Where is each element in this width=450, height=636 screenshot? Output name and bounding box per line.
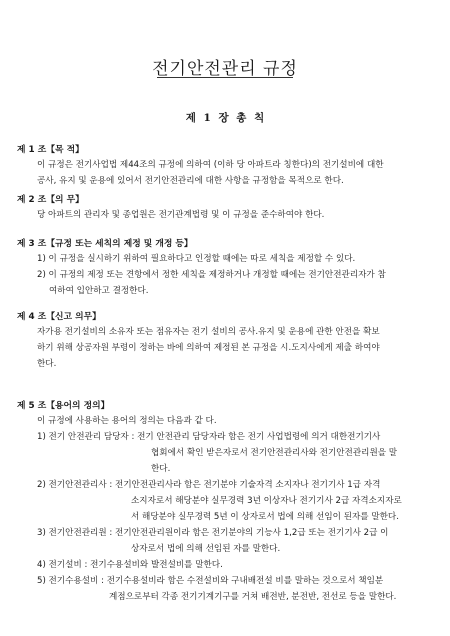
document-title: 전기안전관리 규정 — [152, 59, 298, 79]
definition-4-term: 4) 전기설비 : — [37, 560, 91, 570]
article-5-intro: 이 규정에 사용하는 용어의 정의는 다음과 같 다. — [37, 416, 217, 426]
article-4-line-3: 한다. — [37, 359, 57, 369]
article-3-line-2: 2) 이 규정의 제정 또는 견항에서 정한 세칙을 제정하거나 개정할 때에는 전기안전관리자가 참 — [37, 270, 386, 280]
definition-2-line-2: 소지자로서 해당분야 실무경력 3년 이상자나 전기기사 2급 자격소지자로 — [131, 496, 402, 506]
definition-1-line-3: 한다. — [151, 464, 171, 474]
definition-5-line-1: 전기수용설비라 함은 수전설비와 구내배전설 비를 말하는 것으로서 책임분 — [106, 576, 384, 586]
article-4-line-1: 자가용 전기설비의 소유자 또는 점유자는 전기 설비의 공사.유지 및 운용에 관한 안전을 확보 — [37, 327, 380, 337]
definition-1-term: 1) 전기 안전관리 담당자 : — [37, 432, 138, 442]
definition-5 — [17, 573, 437, 589]
chapter-heading: 제 1 장 총 칙 — [185, 112, 265, 124]
definition-3-line-2: 상자로서 법에 의해 선임된 자를 말한다. — [131, 544, 281, 554]
definition-5-term: 5) 전기수용설비 : — [37, 576, 107, 586]
article-2-heading: 제 2 조【의 무】 — [17, 195, 84, 205]
article-1-heading: 제 1 조【목 적】 — [17, 145, 84, 155]
article-5 — [17, 400, 437, 605]
definition-1-line-2: 협회에서 확인 받은자로서 전기안전관리사와 전기안전관리원을 말 — [151, 448, 398, 458]
definition-3-term: 3) 전기안전관리원 : — [37, 528, 116, 538]
article-4-line-2: 하기 위해 상공자원 부령이 정하는 바에 의하여 제정된 본 규정을 시.도지사에게 제출 하여야 — [37, 343, 380, 353]
article-4 — [17, 311, 437, 372]
title-underline — [157, 77, 293, 78]
article-5-heading: 제 5 조【용어의 정의】 — [17, 401, 110, 411]
article-3-line-3: 여하여 입안하고 결정한다. — [49, 286, 149, 296]
definition-2-line-3: 서 해당분야 실무경력 5년 이 상자로서 법에 의해 선임이 된자를 말한다. — [131, 512, 399, 522]
article-2-line-1: 당 아파트의 관리자 및 종업원은 전기관계법령 및 이 규정을 준수하여야 한다. — [37, 210, 325, 220]
definition-5-line-2: 계점으로부터 각종 전기기계기구를 거쳐 배전반, 분전반, 전선로 등을 말한다. — [109, 592, 397, 602]
definition-3-line-1: 전기안전관리원이라 함은 전기분야의 기능사 1,2급 또는 전기기사 2급 이 — [115, 528, 389, 538]
article-4-heading: 제 4 조【신고 의무】 — [17, 312, 101, 322]
article-1 — [17, 144, 437, 189]
article-2 — [17, 194, 437, 223]
definition-3 — [17, 525, 437, 541]
definition-2-line-1: 전기안전관리사라 함은 전기분야 기술자격 소지자나 전기기사 1급 자격 — [115, 480, 381, 490]
definition-2 — [17, 477, 437, 493]
definition-2-term: 2) 전기안전관리사 : — [37, 480, 116, 490]
article-3-heading: 제 3 조【규정 또는 세칙의 제정 및 개정 등】 — [17, 239, 193, 249]
article-3 — [17, 238, 437, 299]
definition-1-line-1: 전기 안전관리 담당자라 함은 전기 사업법령에 의거 대한전기기사 — [137, 432, 381, 442]
definition-4 — [17, 557, 437, 573]
definition-4-line-1: 전기수용설비와 발전설비를 말한다. — [90, 560, 223, 570]
article-1-line-2: 공사, 유지 및 운용에 있어서 전기안전관리에 대한 사항을 규정함을 목적으로 한다. — [37, 176, 344, 186]
definition-1 — [17, 429, 437, 445]
article-3-line-1: 1) 이 규정을 실시하기 위하여 필요하다고 인정할 때에는 따로 세칙을 제정할 수 있다. — [37, 254, 356, 264]
article-1-line-1: 이 규정은 전기사업법 제44조의 규정에 의하여 (이하 당 아파트라 칭한다)의 전기설비에 대한 — [37, 160, 384, 170]
